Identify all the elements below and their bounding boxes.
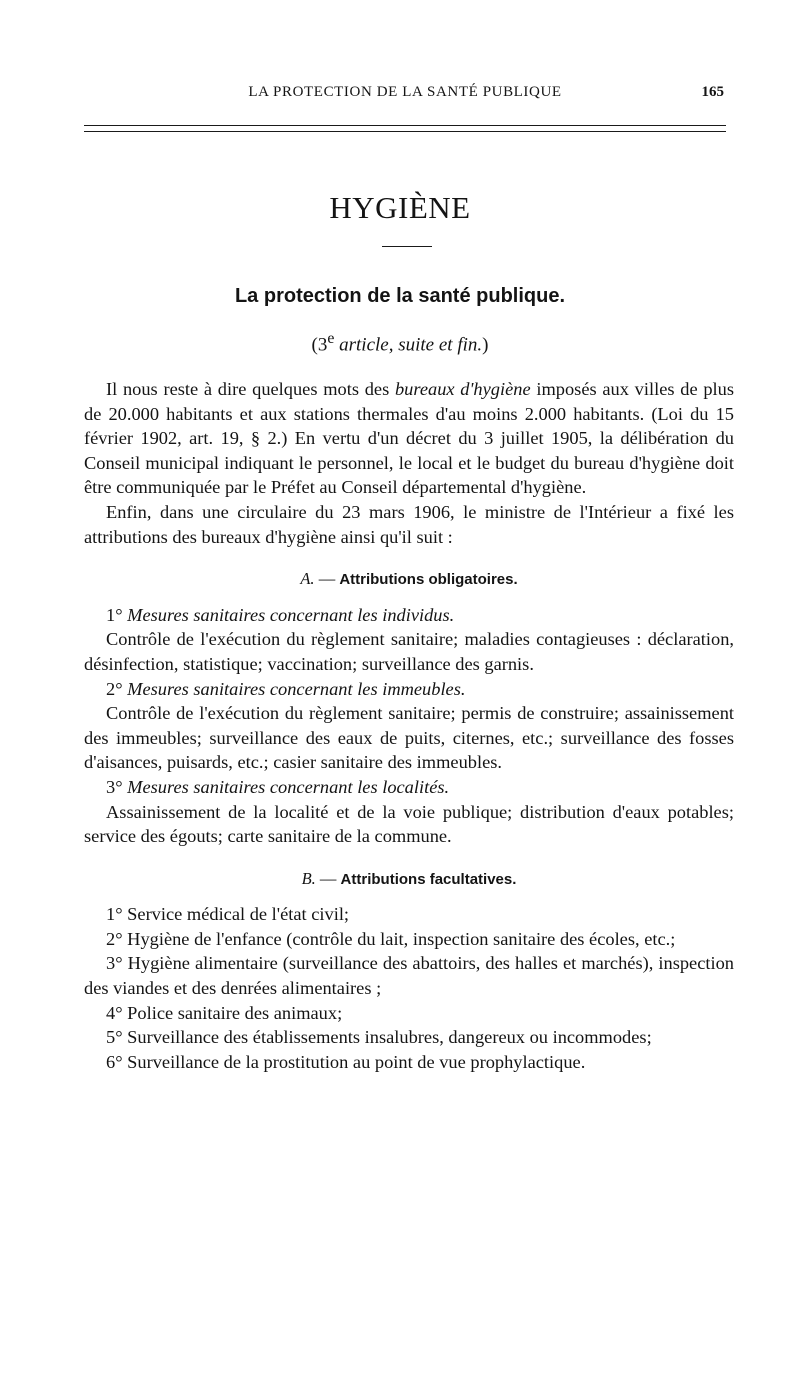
item-number: 2° <box>106 928 123 949</box>
item-text: Surveillance de la prostitution au point de vue prophylactique. <box>127 1051 586 1072</box>
section-a-item-2-heading <box>84 677 734 702</box>
item-heading: Mesures sanitaires concernant les immeubles. <box>127 678 466 699</box>
subnote-open: (3 <box>311 334 328 356</box>
header-rule-bottom <box>84 131 726 132</box>
section-b-heading <box>84 867 734 893</box>
item-text: Surveillance des établissements insalubres, dangereux ou incommodes; <box>127 1027 652 1048</box>
item-number: 2° <box>106 678 123 699</box>
item-text: Hygiène de l'enfance (contrôle du lait, inspection sanitaire des écoles, etc.; <box>127 928 676 949</box>
section-b-item-5 <box>84 1025 734 1050</box>
item-number: 5° <box>106 1027 123 1048</box>
intro-p1-start: Il nous reste à dire quelques mots des <box>106 379 395 399</box>
section-b-label: Attributions facultatives. <box>340 870 517 888</box>
item-number: 1° <box>106 904 123 925</box>
main-title: HYGIÈNE <box>329 190 471 225</box>
section-b-dash: — <box>315 868 341 888</box>
item-number: 6° <box>106 1051 123 1072</box>
item-text: Service médical de l'état civil; <box>127 904 350 925</box>
running-head <box>84 84 726 106</box>
intro-paragraph-1 <box>84 377 734 500</box>
section-b-item-6 <box>84 1050 734 1075</box>
title-divider <box>382 246 432 247</box>
item-number: 3° <box>106 776 123 797</box>
item-text: Police sanitaire des animaux; <box>127 1002 343 1023</box>
section-b-letter: B. <box>301 868 316 888</box>
section-a-letter: A. <box>300 569 315 589</box>
intro-paragraph-2: Enfin, dans une circulaire du 23 mars 1906, le ministre de l'Intérieur a fixé les attributions des bureaux d'hygiène ainsi qu'il suit : <box>84 501 734 547</box>
subnote-italic: article, suite et fin. <box>334 334 483 356</box>
article-subnote <box>0 330 800 356</box>
section-a-item-2-text: Contrôle de l'exécution du règlement sanitaire; permis de construire; assainissement des immeubles; surveillance des eaux de puits, citernes, etc.; surveillance des fosses d'aisances, puisards, etc.; casier sanitaire des immeubles. <box>84 703 734 773</box>
running-title: LA PROTECTION DE LA SANTÉ PUBLIQUE <box>248 84 562 100</box>
section-a-label: Attributions obligatoires. <box>339 571 518 589</box>
item-number: 1° <box>106 604 123 625</box>
subnote-sup: e <box>327 330 335 347</box>
section-a-item-1-text: Contrôle de l'exécution du règlement sanitaire; maladies contagieuses : déclaration, désinfection, statistique; vaccination; surveillance des garnis. <box>84 629 734 674</box>
section-b-item-2 <box>84 927 734 952</box>
section-b-item-3 <box>84 951 734 1000</box>
section-a-dash: — <box>314 569 340 589</box>
header-rule-top <box>84 125 726 126</box>
article-body <box>84 377 734 1074</box>
item-text: Hygiène alimentaire (surveillance des abattoirs, des halles et marchés), inspection des viandes et des denrées alimentaires ; <box>84 953 734 999</box>
page-number: 165 <box>701 84 724 100</box>
article-subtitle: La protection de la santé publique. <box>234 285 566 307</box>
item-number: 3° <box>106 953 123 974</box>
section-b-item-1 <box>84 902 734 927</box>
subnote-close: ) <box>482 334 489 356</box>
intro-p1-end: imposés aux villes de plus de 20.000 habitants et aux stations thermales d'au moins 2.000 habitants. (Loi du 15 février 1902, art. 19, § 2.) En vertu d'un décret du 3 juillet 1905, la délibération du Conseil municipal indiquant le personnel, le local et le budget du bureau d'hygiène doit être communiquée par le Préfet au Conseil départemental d'hygiène. <box>84 379 734 498</box>
item-heading: Mesures sanitaires concernant les individus. <box>127 604 455 625</box>
section-a-heading <box>84 567 734 593</box>
section-a-item-3-heading <box>84 775 734 800</box>
item-heading: Mesures sanitaires concernant les localités. <box>127 776 450 797</box>
section-a-item-3-text: Assainissement de la localité et de la voie publique; distribution d'eaux potables; service des égouts; carte sanitaire de la commune. <box>84 801 734 847</box>
section-a-item-1-heading <box>84 603 734 628</box>
section-b-item-4 <box>84 1001 734 1026</box>
item-number: 4° <box>106 1002 123 1023</box>
intro-p1-italic: bureaux d'hygiène <box>394 379 531 399</box>
